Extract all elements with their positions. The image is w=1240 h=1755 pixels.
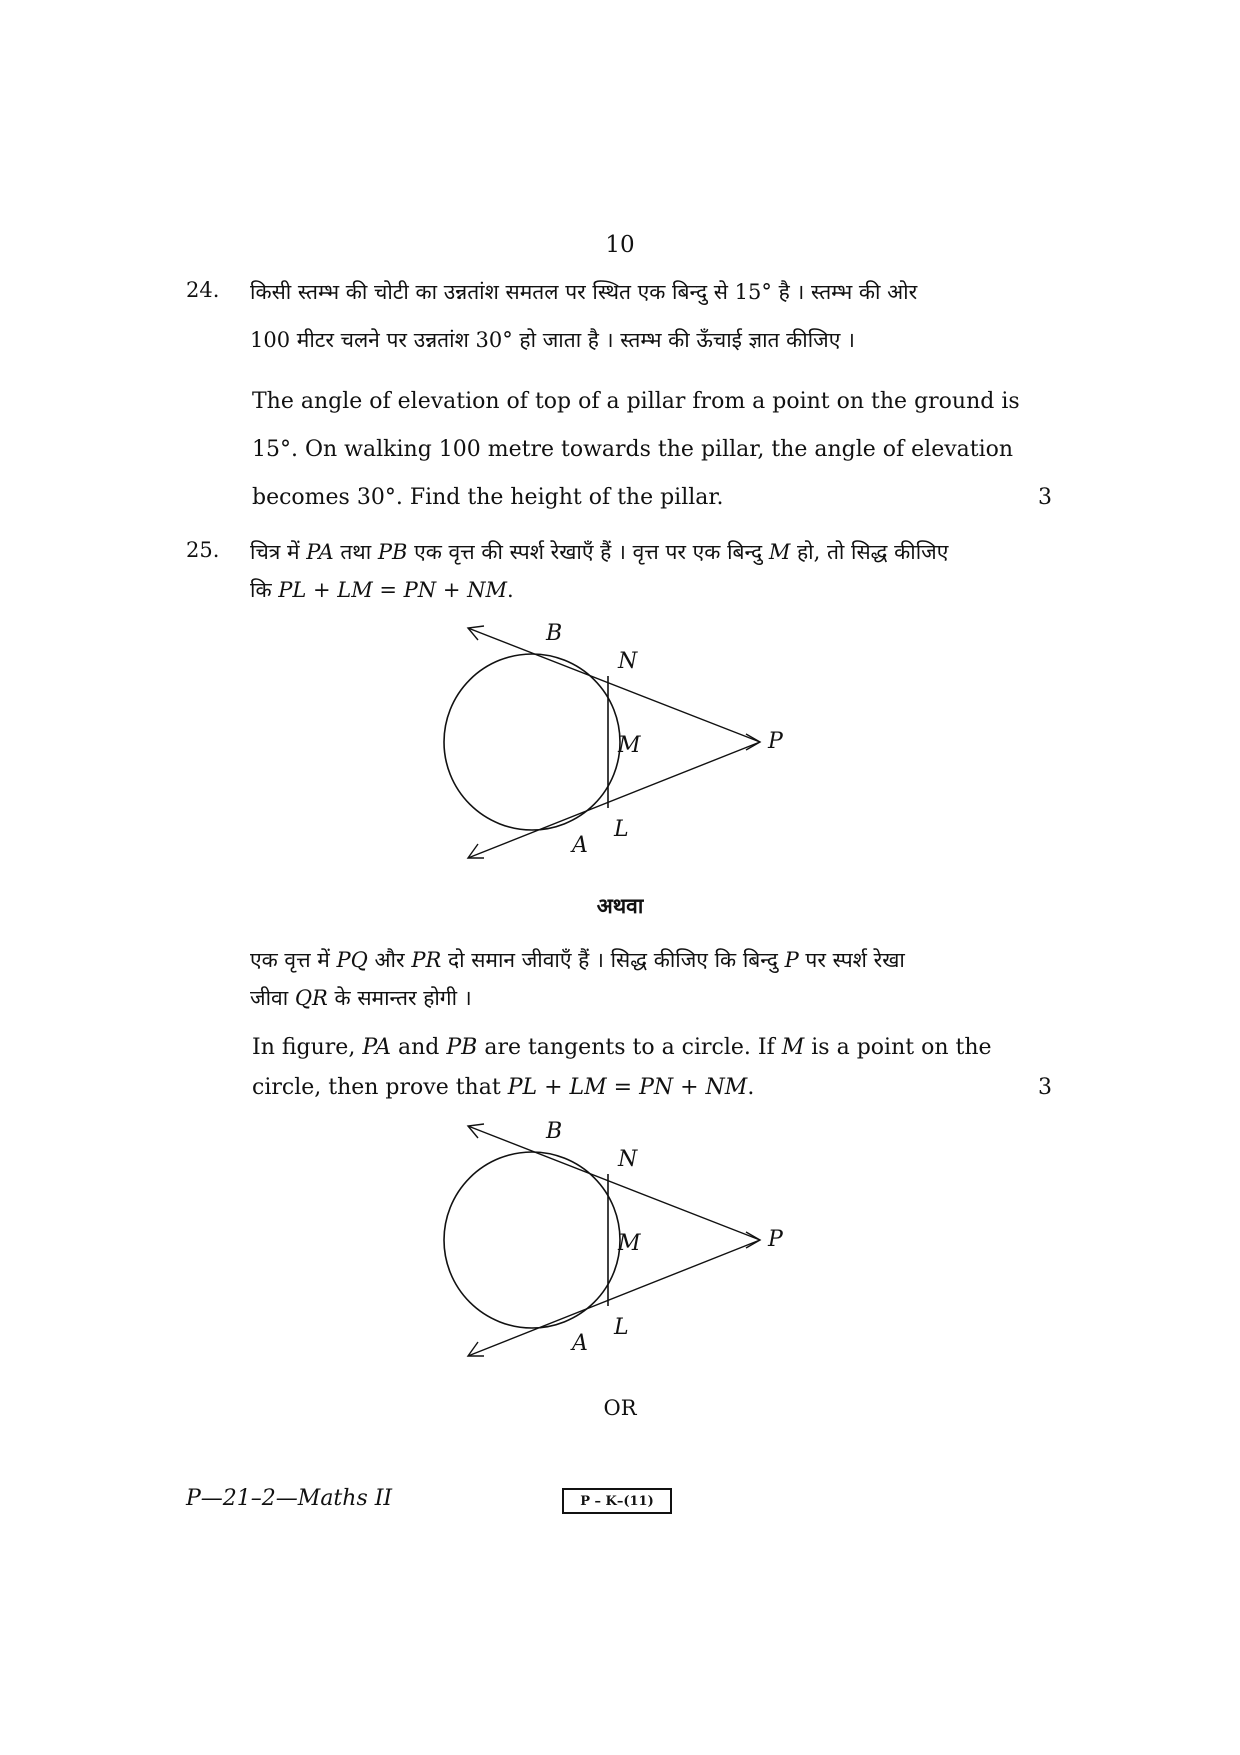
page-number: 10 [605, 232, 635, 258]
footer-set-code: P – K–(11) [562, 1488, 672, 1514]
figure1-circle [444, 654, 620, 830]
q24-english-line2: 15°. On walking 100 metre towards the pillar, the angle of elevation [252, 437, 1014, 462]
figure2-label-m: M [618, 1231, 641, 1256]
q24-english-line1: The angle of elevation of top of a pillar from a point on the ground is [252, 389, 1020, 414]
figure1-label-b: B [546, 621, 563, 646]
q25-english-line2: circle, then prove that PL + LM = PN + NM. [252, 1075, 755, 1100]
figure2-circle [444, 1152, 620, 1328]
q25-marks: 3 [1038, 1075, 1052, 1100]
figure1-tangent-pb [468, 628, 760, 742]
figure2-label-a: A [572, 1331, 588, 1356]
figure2-arrow-p [746, 1232, 760, 1248]
figure1-label-p: P [768, 729, 783, 754]
q25-hindi-line1: चित्र में PA तथा PB एक वृत्त की स्पर्श रेखाएँ हैं । वृत्त पर एक बिन्दु M हो, तो सिद्ध कीजिए [250, 540, 949, 564]
question-24-number: 24. [186, 278, 220, 302]
figure2-label-n: N [618, 1147, 638, 1172]
figure1-arrow-a [468, 844, 484, 858]
q25-alt-hindi-line2: जीवा QR के समान्तर होगी । [250, 986, 472, 1010]
footer-paper-code: P—21–2—Maths II [186, 1486, 393, 1511]
figure1-label-n: N [618, 649, 638, 674]
question-25-number: 25. [186, 538, 220, 562]
q25-alt-hindi-line1: एक वृत्त में PQ और PR दो समान जीवाएँ हैं । सिद्ध कीजिए कि बिन्दु P पर स्पर्श रेखा [250, 948, 905, 972]
figure2-tangent-pb [468, 1126, 760, 1240]
or-hindi: अथवा [596, 893, 644, 918]
tangent-figure-1 [440, 620, 800, 870]
figure2-label-p: P [768, 1227, 783, 1252]
figure2-label-b: B [546, 1119, 563, 1144]
q24-marks: 3 [1038, 485, 1052, 510]
figure2-label-l: L [614, 1315, 629, 1340]
figure1-label-m: M [618, 733, 641, 758]
tangent-figure-2 [440, 1118, 800, 1368]
q24-hindi-line2: 100 मीटर चलने पर उन्नतांश 30° हो जाता है । स्तम्भ की ऊँचाई ज्ञात कीजिए । [250, 328, 856, 352]
q25-hindi-line2: कि PL + LM = PN + NM. [250, 578, 514, 602]
or-english: OR [603, 1396, 637, 1420]
figure1-arrow-p [746, 734, 760, 750]
q25-english-line1: In figure, PA and PB are tangents to a circle. If M is a point on the [252, 1035, 992, 1060]
q24-hindi-line1: किसी स्तम्भ की चोटी का उन्नतांश समतल पर स्थित एक बिन्दु से 15° है । स्तम्भ की ओर [250, 280, 918, 304]
figure1-label-l: L [614, 817, 629, 842]
figure1-label-a: A [572, 833, 588, 858]
figure2-arrow-a [468, 1342, 484, 1356]
q24-english-line3: becomes 30°. Find the height of the pillar. [252, 485, 724, 510]
